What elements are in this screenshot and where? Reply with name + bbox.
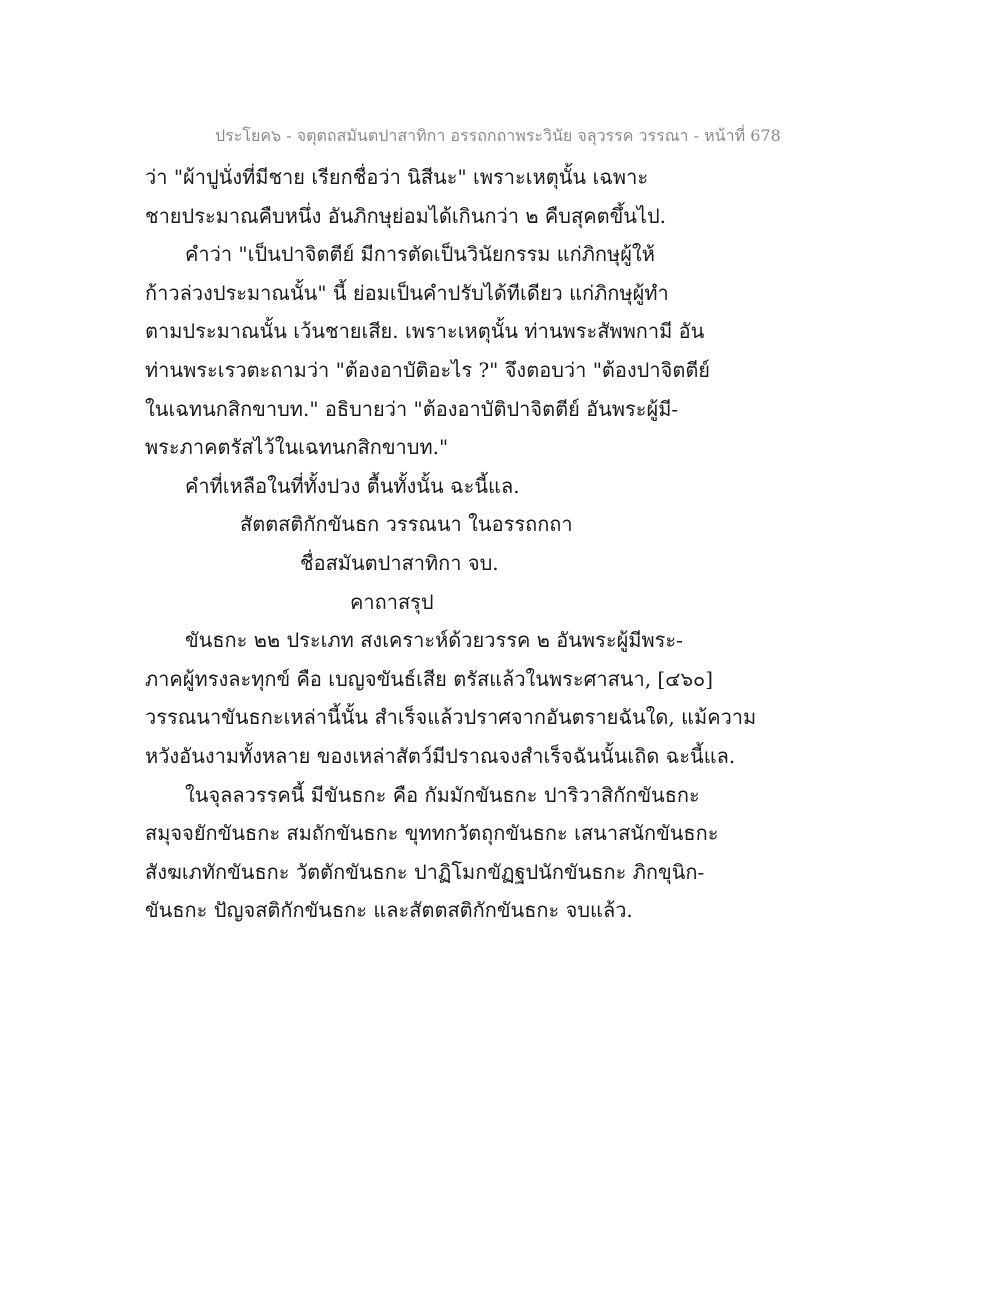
text-line: ขันธกะ ๒๒ ประเภท สงเคราะห์ด้วยวรรค ๒ อันพระผู้มีพระ-: [185, 628, 683, 653]
text-line: พระภาคตรัสไว้ในเฉทนกสิกขาบท.": [145, 435, 449, 460]
text-line: ในเฉทนกสิกขาบท." อธิบายว่า "ต้องอาบัติปาจิตตีย์ อันพระผู้มี-: [145, 396, 679, 421]
text-line: ภาคผู้ทรงละทุกข์ คือ เบญจขันธ์เสีย ตรัสแล้วในพระศาสนา, [๔๖๐]: [145, 666, 714, 691]
text-line: ว่า "ผ้าปูนั่งที่มีชาย เรียกชื่อว่า นิสีนะ" เพราะเหตุนั้น เฉพาะ: [145, 165, 649, 189]
text-line: ท่านพระเรวตะถามว่า "ต้องอาบัติอะไร ?" จึงตอบว่า "ต้องปาจิตตีย์: [145, 357, 711, 382]
text-line: คำว่า "เป็นปาจิตตีย์ มีการตัดเป็นวินัยกรรม แก่ภิกษุผู้ให้: [185, 242, 655, 267]
text-line: ในจุลลวรรคนี้ มีขันธกะ คือ กัมมักขันธกะ ปาริวาสิกักขันธกะ: [185, 782, 700, 807]
section-end-title: สัตตสติกักขันธก วรรณนา ในอรรถกถา: [240, 512, 573, 537]
section-end-title: ชื่อสมันตปาสาทิกา จบ.: [300, 550, 499, 575]
text-line: ก้าวล่วงประมาณนั้น" นี้ ย่อมเป็นคำปรับได้ทีเดียว แก่ภิกษุผู้ทำ: [145, 280, 669, 305]
text-line: คำที่เหลือในที่ทั้งปวง ตื้นทั้งนั้น ฉะนี้แล.: [185, 473, 520, 498]
text-line: หวังอันงามทั้งหลาย ของเหล่าสัตว์มีปราณจงสำเร็จฉันนั้นเถิด ฉะนี้แล.: [145, 743, 736, 768]
body-text: [145, 158, 765, 930]
running-header: ประโยค๖ - จตุตถสมันตปาสาทิกา อรรถกถาพระวินัย จลุวรรค วรรณา - หน้าที่ 678: [215, 126, 781, 145]
text-line: สมุจจยักขันธกะ สมถักขันธกะ ขุททกวัตถุกขันธกะ เสนาสนักขันธกะ: [145, 821, 719, 846]
text-line: ขันธกะ ปัญจสติกักขันธกะ และสัตตสติกักขันธกะ จบแล้ว.: [145, 898, 633, 923]
section-heading: คาถาสรุป: [350, 589, 434, 614]
text-line: ชายประมาณคืบหนึ่ง อันภิกษุย่อมได้เกินกว่า ๒ คืบสุคตขึ้นไป.: [145, 203, 667, 228]
text-line: วรรณนาขันธกะเหล่านี้นั้น สำเร็จแล้วปราศจากอันตรายฉันใด, แม้ความ: [145, 705, 757, 730]
text-line: สังฆเภทักขันธกะ วัตตักขันธกะ ปาฏิโมกขัฏฐปนักขันธกะ ภิกขุนิก-: [145, 859, 705, 884]
text-line: ตามประมาณนั้น เว้นชายเสีย. เพราะเหตุนั้น ท่านพระสัพพกามี อัน: [145, 319, 705, 344]
